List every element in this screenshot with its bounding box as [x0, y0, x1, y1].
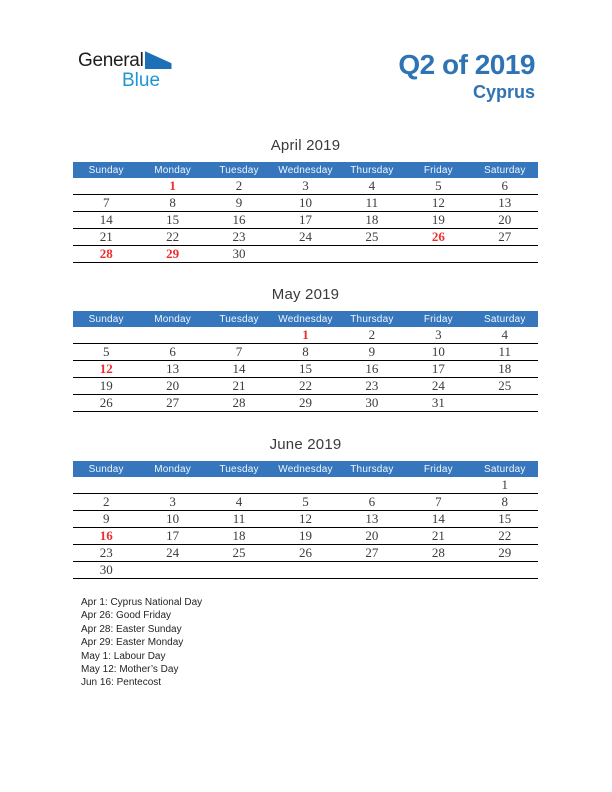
date-cell: 1 — [472, 477, 538, 494]
date-cell: 29 — [472, 545, 538, 562]
weekday-header-saturday: Saturday — [472, 162, 538, 178]
month-table-april — [73, 162, 538, 263]
date-cell: 16 — [339, 361, 405, 378]
week-row — [73, 545, 538, 562]
weekday-header-thursday: Thursday — [339, 311, 405, 327]
holiday-note: Apr 29: Easter Monday — [81, 637, 184, 649]
date-cell: 23 — [339, 378, 405, 395]
week-row — [73, 246, 538, 263]
date-cell: 29 — [139, 246, 205, 263]
date-cell: 26 — [405, 229, 471, 246]
month-title-june: June 2019 — [269, 436, 342, 453]
holiday-note: Apr 28: Easter Sunday — [81, 623, 182, 635]
empty-date-cell — [206, 327, 272, 344]
document-header — [398, 48, 535, 104]
empty-date-cell — [272, 562, 338, 579]
date-cell: 22 — [272, 378, 338, 395]
weekday-header-monday: Monday — [139, 311, 205, 327]
date-cell: 9 — [73, 511, 139, 528]
date-cell: 20 — [339, 528, 405, 545]
date-cell: 13 — [139, 361, 205, 378]
date-cell: 16 — [73, 528, 139, 545]
date-cell: 10 — [139, 511, 205, 528]
empty-date-cell — [73, 477, 139, 494]
weekday-header-friday: Friday — [405, 311, 471, 327]
month-title-april: April 2019 — [270, 137, 341, 154]
date-cell: 24 — [139, 545, 205, 562]
weekday-header-saturday: Saturday — [472, 311, 538, 327]
date-cell: 17 — [405, 361, 471, 378]
empty-date-cell — [73, 327, 139, 344]
date-cell: 13 — [472, 195, 538, 212]
month-section-may — [73, 286, 538, 412]
date-cell: 9 — [206, 195, 272, 212]
weekday-header-sunday: Sunday — [73, 311, 139, 327]
empty-date-cell — [472, 562, 538, 579]
date-cell: 20 — [472, 212, 538, 229]
general-blue-logo — [78, 51, 172, 90]
date-cell: 16 — [206, 212, 272, 229]
date-cell: 18 — [472, 361, 538, 378]
date-cell: 28 — [206, 395, 272, 412]
date-cell: 7 — [405, 494, 471, 511]
month-title-may: May 2019 — [271, 286, 340, 303]
date-cell: 17 — [139, 528, 205, 545]
date-cell: 25 — [472, 378, 538, 395]
date-cell: 19 — [405, 212, 471, 229]
logo-text-blue: Blue — [122, 70, 161, 91]
date-cell: 4 — [206, 494, 272, 511]
weekday-header-saturday: Saturday — [472, 461, 538, 477]
date-cell: 8 — [139, 195, 205, 212]
holiday-note: Apr 1: Cyprus National Day — [81, 597, 203, 608]
date-cell: 5 — [73, 344, 139, 361]
date-cell: 1 — [272, 327, 338, 344]
empty-date-cell — [73, 178, 139, 195]
date-cell: 5 — [405, 178, 471, 195]
weekday-header-thursday: Thursday — [339, 162, 405, 178]
date-cell: 3 — [405, 327, 471, 344]
date-cell: 4 — [339, 178, 405, 195]
week-row — [73, 494, 538, 511]
date-cell: 21 — [206, 378, 272, 395]
date-cell: 22 — [472, 528, 538, 545]
date-cell: 22 — [139, 229, 205, 246]
date-cell: 20 — [139, 378, 205, 395]
weekday-header-friday: Friday — [405, 162, 471, 178]
date-cell: 28 — [405, 545, 471, 562]
weekday-header-wednesday: Wednesday — [272, 311, 338, 327]
date-cell: 29 — [272, 395, 338, 412]
week-row — [73, 212, 538, 229]
country-subtitle: Cyprus — [472, 82, 535, 102]
weekday-header-sunday: Sunday — [73, 162, 139, 178]
date-cell: 14 — [73, 212, 139, 229]
week-row — [73, 378, 538, 395]
date-cell: 18 — [206, 528, 272, 545]
week-row — [73, 562, 538, 579]
date-cell: 2 — [339, 327, 405, 344]
date-cell: 3 — [272, 178, 338, 195]
date-cell: 11 — [472, 344, 538, 361]
date-cell: 27 — [339, 545, 405, 562]
empty-date-cell — [405, 562, 471, 579]
date-cell: 30 — [339, 395, 405, 412]
date-cell: 6 — [339, 494, 405, 511]
empty-date-cell — [272, 246, 338, 263]
date-cell: 30 — [206, 246, 272, 263]
date-cell: 28 — [73, 246, 139, 263]
logo-sail-triangle-icon — [145, 51, 172, 69]
date-cell: 15 — [272, 361, 338, 378]
date-cell: 6 — [139, 344, 205, 361]
date-cell: 1 — [139, 178, 205, 195]
date-cell: 21 — [405, 528, 471, 545]
weekday-header-row — [73, 162, 538, 178]
date-cell: 30 — [73, 562, 139, 579]
week-row — [73, 195, 538, 212]
date-cell: 10 — [405, 344, 471, 361]
empty-date-cell — [339, 246, 405, 263]
date-cell: 12 — [73, 361, 139, 378]
date-cell: 2 — [206, 178, 272, 195]
date-cell: 23 — [206, 229, 272, 246]
date-cell: 5 — [272, 494, 338, 511]
date-cell: 15 — [139, 212, 205, 229]
date-cell: 27 — [139, 395, 205, 412]
date-cell: 24 — [405, 378, 471, 395]
week-row — [73, 528, 538, 545]
weekday-header-monday: Monday — [139, 162, 205, 178]
week-row — [73, 395, 538, 412]
date-cell: 12 — [272, 511, 338, 528]
date-cell: 25 — [206, 545, 272, 562]
date-cell: 26 — [272, 545, 338, 562]
holiday-note: May 12: Mother’s Day — [81, 664, 179, 676]
date-cell: 3 — [139, 494, 205, 511]
date-cell: 19 — [73, 378, 139, 395]
date-cell: 17 — [272, 212, 338, 229]
logo-text-general: General — [78, 50, 144, 71]
empty-date-cell — [405, 246, 471, 263]
date-cell: 8 — [472, 494, 538, 511]
weekday-header-monday: Monday — [139, 461, 205, 477]
date-cell: 9 — [339, 344, 405, 361]
date-cell: 25 — [339, 229, 405, 246]
week-row — [73, 229, 538, 246]
week-row — [73, 361, 538, 378]
date-cell: 14 — [206, 361, 272, 378]
date-cell: 11 — [206, 511, 272, 528]
date-cell: 23 — [73, 545, 139, 562]
holiday-note: May 1: Labour Day — [81, 650, 166, 662]
week-row — [73, 511, 538, 528]
month-table-may — [73, 311, 538, 412]
weekday-header-friday: Friday — [405, 461, 471, 477]
date-cell: 7 — [73, 195, 139, 212]
quarter-title: Q2 of 2019 — [398, 49, 535, 80]
weekday-header-row — [73, 311, 538, 327]
weekday-header-tuesday: Tuesday — [206, 461, 272, 477]
empty-date-cell — [339, 562, 405, 579]
date-cell: 11 — [339, 195, 405, 212]
empty-date-cell — [139, 477, 205, 494]
weekday-header-sunday: Sunday — [73, 461, 139, 477]
date-cell: 24 — [272, 229, 338, 246]
month-table-june — [73, 461, 538, 579]
month-section-june — [73, 436, 538, 579]
date-cell: 26 — [73, 395, 139, 412]
date-cell: 12 — [405, 195, 471, 212]
date-cell: 4 — [472, 327, 538, 344]
holiday-notes-list — [81, 596, 202, 690]
weekday-header-tuesday: Tuesday — [206, 162, 272, 178]
date-cell: 6 — [472, 178, 538, 195]
date-cell: 2 — [73, 494, 139, 511]
week-row — [73, 327, 538, 344]
date-cell: 27 — [472, 229, 538, 246]
weekday-header-wednesday: Wednesday — [272, 461, 338, 477]
week-row — [73, 178, 538, 195]
weekday-header-thursday: Thursday — [339, 461, 405, 477]
week-row — [73, 344, 538, 361]
date-cell: 8 — [272, 344, 338, 361]
week-row — [73, 477, 538, 494]
date-cell: 14 — [405, 511, 471, 528]
logo-line — [78, 51, 172, 70]
date-cell: 18 — [339, 212, 405, 229]
month-section-april — [73, 137, 538, 263]
empty-date-cell — [272, 477, 338, 494]
date-cell: 10 — [272, 195, 338, 212]
weekday-header-wednesday: Wednesday — [272, 162, 338, 178]
date-cell: 15 — [472, 511, 538, 528]
empty-date-cell — [472, 395, 538, 412]
empty-date-cell — [206, 562, 272, 579]
date-cell: 13 — [339, 511, 405, 528]
date-cell: 21 — [73, 229, 139, 246]
empty-date-cell — [139, 327, 205, 344]
empty-date-cell — [472, 246, 538, 263]
date-cell: 31 — [405, 395, 471, 412]
date-cell: 7 — [206, 344, 272, 361]
weekday-header-row — [73, 461, 538, 477]
holiday-note: Apr 26: Good Friday — [81, 610, 172, 622]
empty-date-cell — [206, 477, 272, 494]
empty-date-cell — [139, 562, 205, 579]
weekday-header-tuesday: Tuesday — [206, 311, 272, 327]
empty-date-cell — [405, 477, 471, 494]
holiday-note: Jun 16: Pentecost — [81, 677, 162, 689]
date-cell: 19 — [272, 528, 338, 545]
empty-date-cell — [339, 477, 405, 494]
